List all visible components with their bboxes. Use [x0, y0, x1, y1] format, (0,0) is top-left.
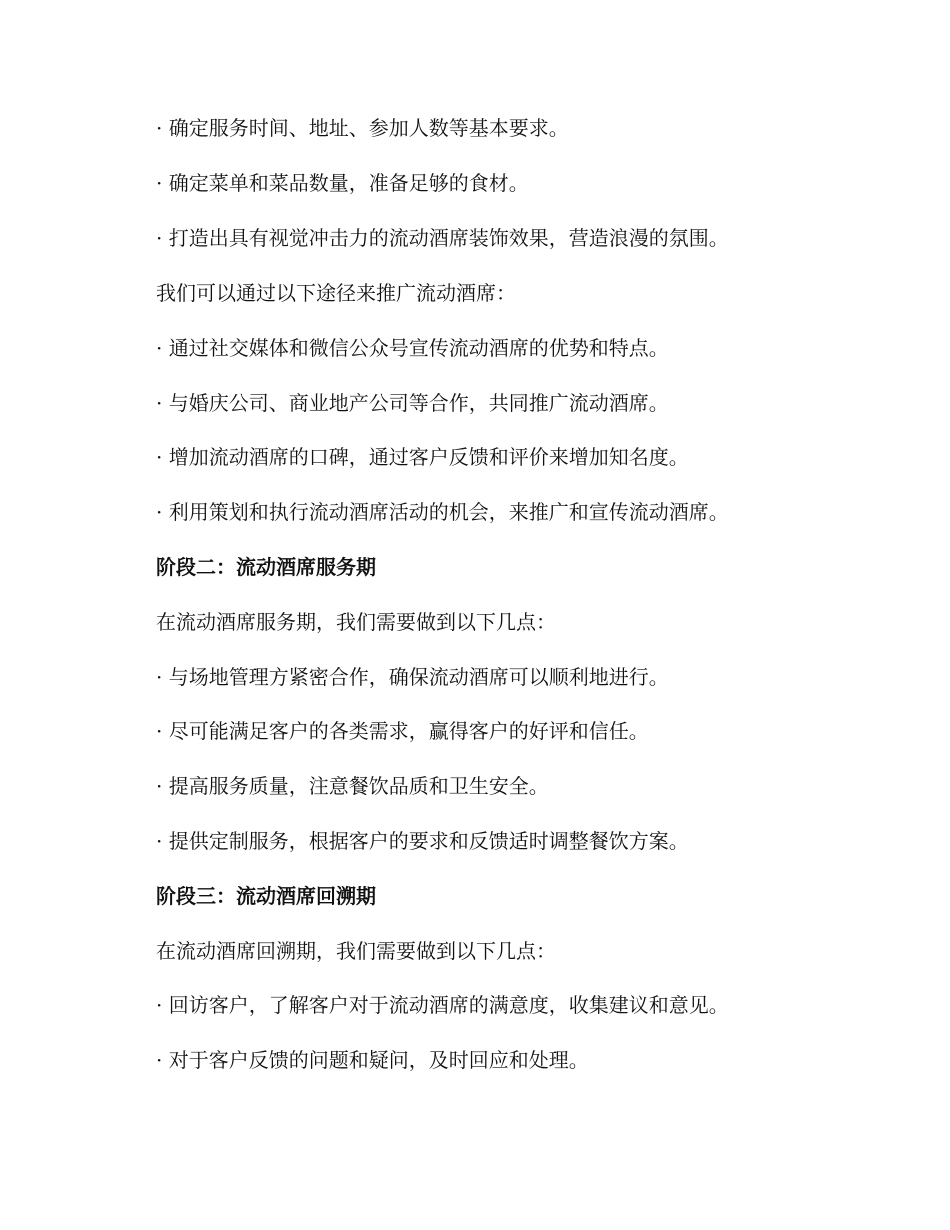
bullet-customer-followup: · 回访客户，了解客户对于流动酒席的满意度，收集建议和意见。: [156, 993, 729, 1017]
bullet-decoration-effect: · 打造出具有视觉冲击力的流动酒席装饰效果，营造浪漫的氛围。: [156, 226, 729, 250]
bullet-custom-service: · 提供定制服务，根据客户的要求和反馈适时调整餐饮方案。: [156, 829, 689, 853]
stage-three-intro: 在流动酒席回溯期，我们需要做到以下几点：: [156, 939, 556, 963]
promotion-intro: 我们可以通过以下途径来推广流动酒席：: [156, 281, 516, 305]
bullet-feedback-response: · 对于客户反馈的问题和疑问，及时回应和处理。: [156, 1048, 589, 1072]
bullet-event-promotion: · 利用策划和执行流动酒席活动的机会，来推广和宣传流动酒席。: [156, 500, 729, 524]
bullet-word-of-mouth: · 增加流动酒席的口碑，通过客户反馈和评价来增加知名度。: [156, 445, 689, 469]
bullet-service-quality: · 提高服务质量，注意餐饮品质和卫生安全。: [156, 774, 549, 798]
bullet-customer-needs: · 尽可能满足客户的各类需求，赢得客户的好评和信任。: [156, 719, 649, 743]
bullet-menu-ingredients: · 确定菜单和菜品数量，准备足够的食材。: [156, 171, 529, 195]
bullet-social-media: · 通过社交媒体和微信公众号宣传流动酒席的优势和特点。: [156, 336, 669, 360]
bullet-service-requirements: · 确定服务时间、地址、参加人数等基本要求。: [156, 116, 569, 140]
heading-stage-three: 阶段三：流动酒席回溯期: [156, 884, 376, 908]
bullet-venue-cooperation: · 与场地管理方紧密合作，确保流动酒席可以顺利地进行。: [156, 665, 669, 689]
heading-stage-two: 阶段二：流动酒席服务期: [156, 555, 376, 579]
stage-two-intro: 在流动酒席服务期，我们需要做到以下几点：: [156, 610, 556, 634]
bullet-partnerships: · 与婚庆公司、商业地产公司等合作，共同推广流动酒席。: [156, 391, 669, 415]
